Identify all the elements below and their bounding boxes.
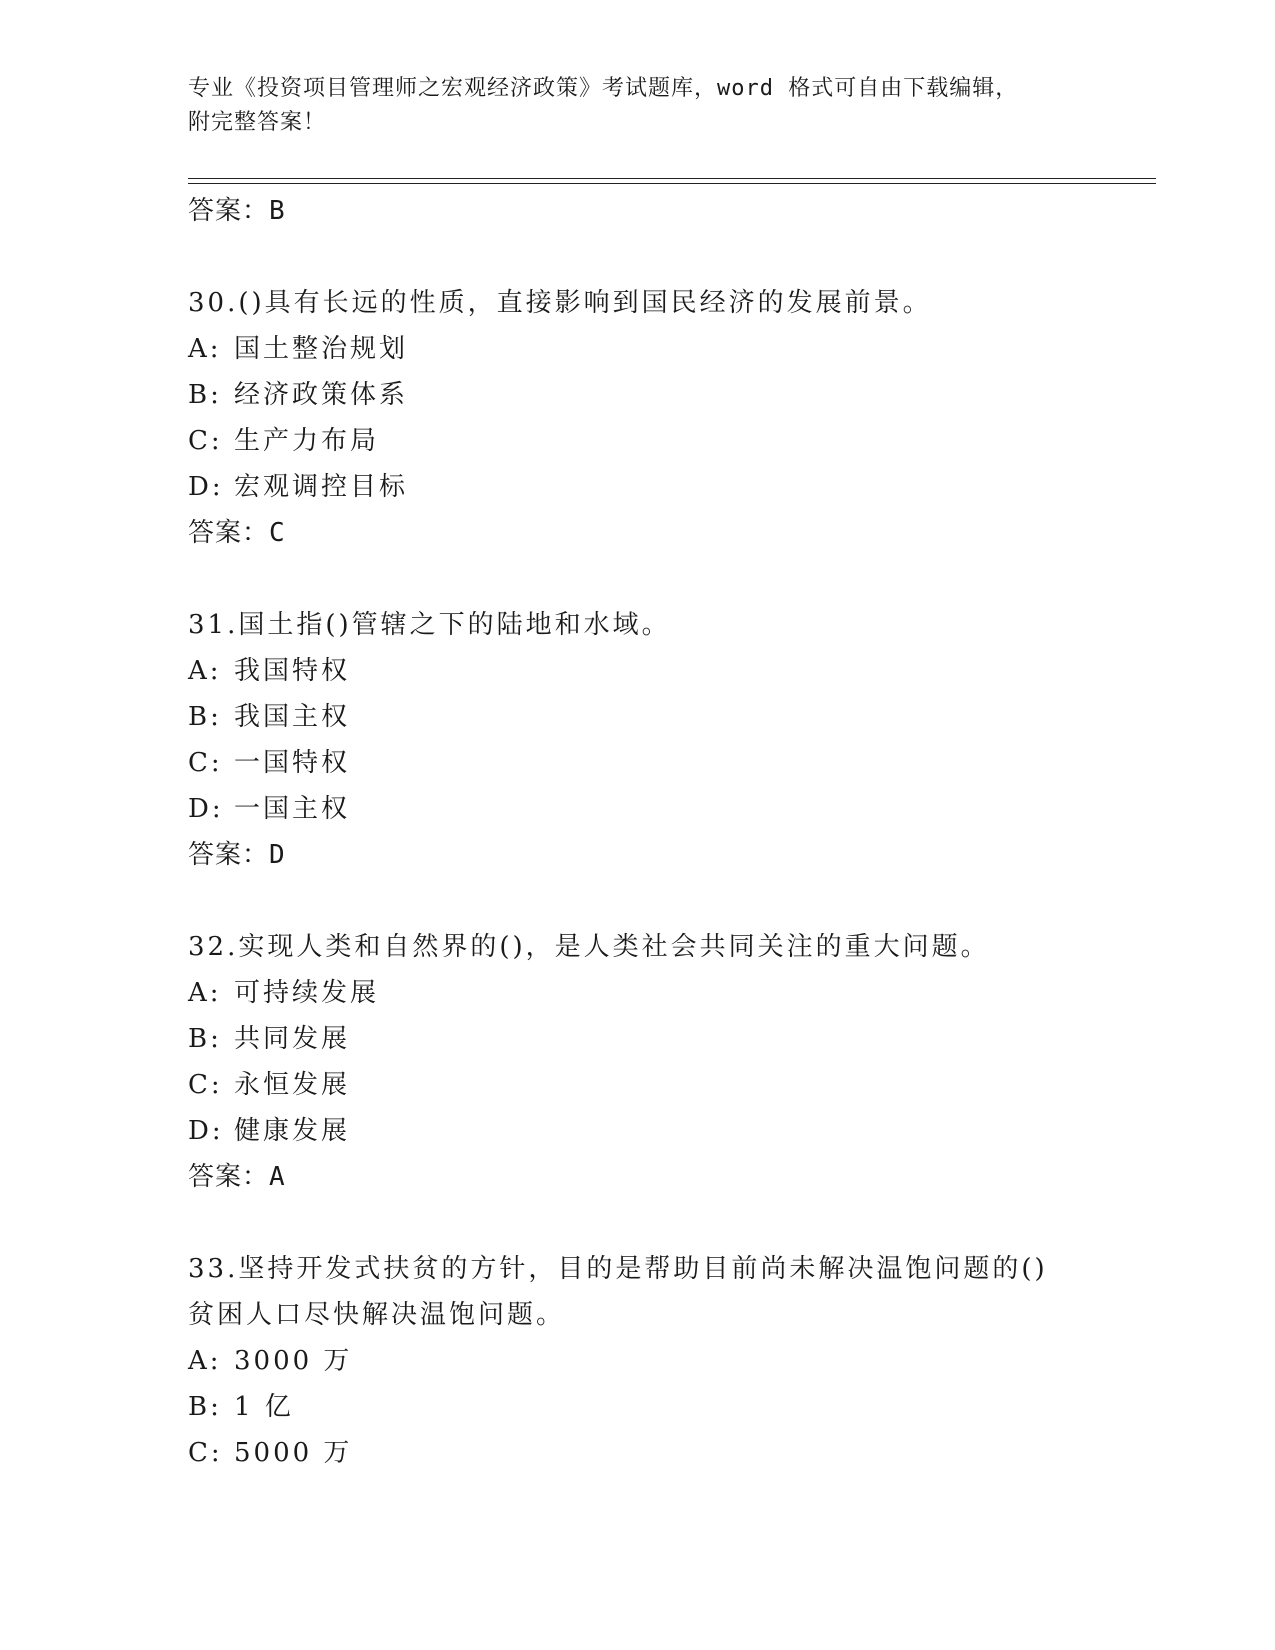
question-30-option-a — [188, 326, 1156, 372]
question-33-option-b — [188, 1384, 1156, 1430]
question-30-option-b — [188, 372, 1156, 418]
question-32-option-a — [188, 970, 1156, 1016]
question-32-option-b — [188, 1016, 1156, 1062]
question-32-text: 32.实现人类和自然界的()，是人类社会共同关注的重大问题。 — [188, 932, 990, 962]
question-32-option-d — [188, 1108, 1156, 1154]
question-30-text: 30.()具有长远的性质，直接影响到国民经济的发展前景。 — [188, 288, 932, 318]
header-line-2: 附完整答案！ — [188, 110, 327, 135]
answer-label: 答案： — [188, 1162, 270, 1192]
option-letter: B: — [188, 1024, 222, 1054]
option-text: 健康发展 — [234, 1116, 351, 1146]
option-text: 经济政策体系 — [234, 380, 409, 410]
answer-value: A — [269, 1162, 286, 1192]
question-31-option-d — [188, 786, 1156, 832]
question-33-option-a — [188, 1338, 1156, 1384]
document-header — [188, 72, 1088, 140]
option-text: 3000 万 — [234, 1346, 353, 1376]
option-text: 共同发展 — [234, 1024, 351, 1054]
question-list — [188, 188, 1156, 1476]
option-letter: A: — [188, 334, 222, 364]
option-letter: B: — [188, 1392, 222, 1422]
question-31-option-a — [188, 648, 1156, 694]
option-text: 永恒发展 — [234, 1070, 351, 1100]
question-33-option-c — [188, 1430, 1156, 1476]
question-31-text: 31.国土指()管辖之下的陆地和水域。 — [188, 610, 671, 640]
option-letter: C: — [188, 1070, 223, 1100]
option-letter: D: — [188, 794, 224, 824]
option-letter: C: — [188, 1438, 223, 1468]
question-31-option-b — [188, 694, 1156, 740]
header-divider-top — [188, 178, 1156, 179]
option-text: 我国特权 — [234, 656, 351, 686]
option-text: 一国主权 — [234, 794, 351, 824]
option-letter: B: — [188, 702, 222, 732]
option-text: 一国特权 — [234, 748, 351, 778]
answer-label: 答案： — [188, 518, 270, 548]
option-text: 1 亿 — [234, 1392, 294, 1422]
option-text: 生产力布局 — [234, 426, 380, 456]
option-letter: C: — [188, 426, 223, 456]
option-letter: C: — [188, 748, 223, 778]
answer-label: 答案： — [188, 196, 270, 226]
question-31-option-c — [188, 740, 1156, 786]
question-33-text: 33.坚持开发式扶贫的方针，目的是帮助目前尚未解决温饱问题的()贫困人口尽快解决温饱问题。 — [188, 1254, 1048, 1330]
header-line-1: 专业《投资项目管理师之宏观经济政策》考试题库，word 格式可自由下载编辑， — [188, 76, 1019, 101]
question-31-answer — [188, 832, 1156, 878]
option-text: 国土整治规划 — [234, 334, 409, 364]
option-text: 可持续发展 — [234, 978, 380, 1008]
answer-value: B — [269, 196, 286, 226]
option-text: 5000 万 — [234, 1438, 353, 1468]
question-32-option-c — [188, 1062, 1156, 1108]
question-30-option-d — [188, 464, 1156, 510]
answer-line-prev — [188, 188, 1156, 234]
option-letter: D: — [188, 472, 224, 502]
option-letter: D: — [188, 1116, 224, 1146]
option-letter: A: — [188, 978, 222, 1008]
option-text: 宏观调控目标 — [234, 472, 409, 502]
question-30-option-c — [188, 418, 1156, 464]
question-32-answer — [188, 1154, 1156, 1200]
header-divider-bottom — [188, 183, 1156, 184]
answer-value: C — [269, 518, 286, 548]
option-letter: B: — [188, 380, 222, 410]
option-text: 我国主权 — [234, 702, 351, 732]
question-30-answer — [188, 510, 1156, 556]
option-letter: A: — [188, 656, 222, 686]
answer-value: D — [269, 840, 286, 870]
answer-label: 答案： — [188, 840, 270, 870]
option-letter: A: — [188, 1346, 222, 1376]
